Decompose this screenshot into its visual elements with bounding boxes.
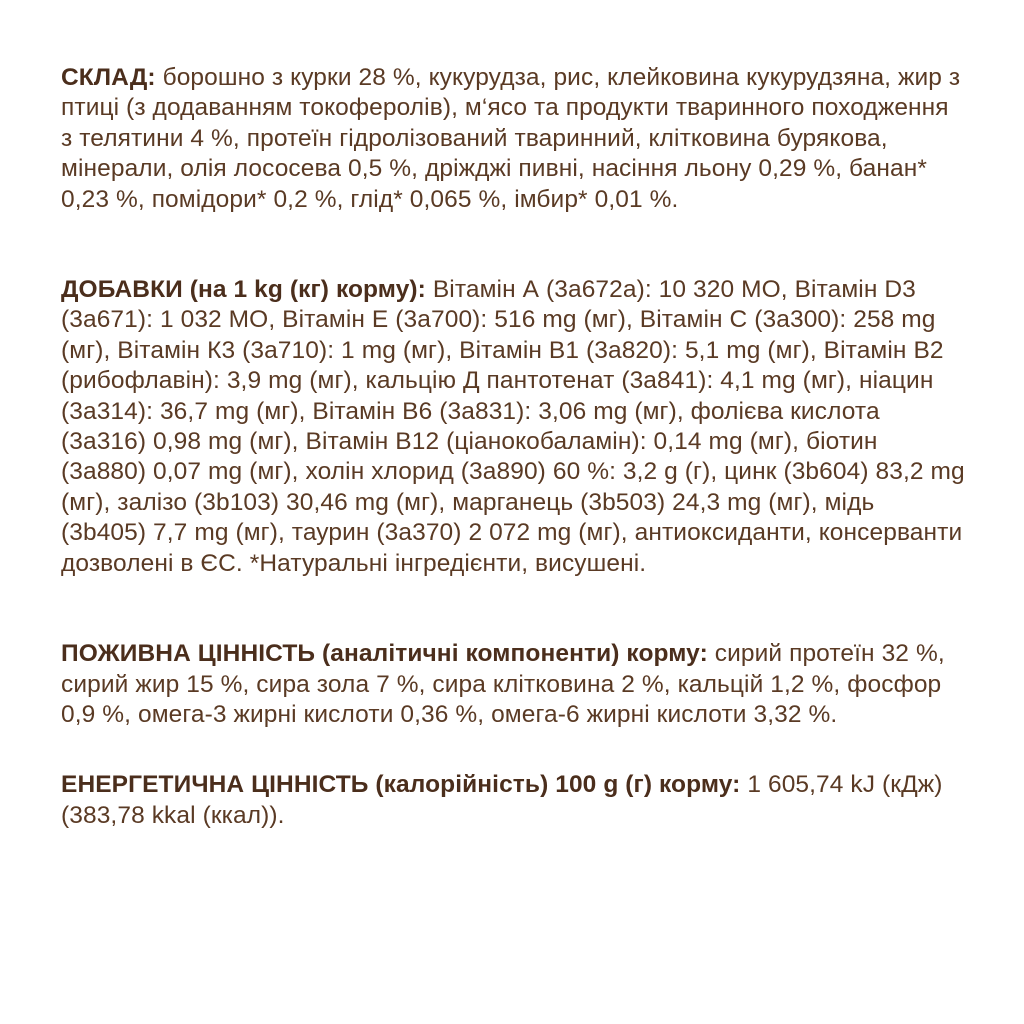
composition-text: борошно з курки 28 %, кукурудза, рис, клейковина кукурудзяна, жир з птиці (з додаванням токоферолів), м‘ясо та продукти тваринного походження з телятини 4 %, протеїн гідролізований тваринний, клітковина бурякова, мінерали, олія лососева 0,5 %, дріжджі пивні, насіння льону 0,29 %, банан* 0,23 %, помідори* 0,2 %, глід* 0,065 %, імбир* 0,01 %. — [61, 64, 961, 213]
nutrition-text: сирий протеїн 32 %, сирий жир 15 %, сира зола 7 %, сира клітковина 2 %, кальцій 1,2 %, фосфор 0,9 %, омега-3 жирні кислоти 0,36 %, омега-6 жирні кислоти 3,32 %. — [61, 640, 945, 728]
composition-heading: СКЛАД: — [61, 64, 156, 91]
energy-heading: ЕНЕРГЕТИЧНА ЦІННІСТЬ (калорійність) 100 g (г) корму: — [61, 771, 741, 799]
ingredients-label — [61, 63, 966, 831]
nutrition-heading: ПОЖИВНА ЦІННІСТЬ (аналітичні компоненти) корму: — [61, 640, 708, 668]
additives-section — [61, 275, 966, 579]
energy-text: 1 605,74 kJ (кДж) (383,78 kkal (ккал)). — [61, 771, 943, 829]
additives-text: Вітамін А (3a672a): 10 320 МО, Вітамін D3 (3a671): 1 032 МО, Вітамін Е (3a700): 516 mg (мг), Вітамін С (3a300): 258 mg (мг), Вітамін К3 (3a710): 1 mg (мг), Вітамін В1 (3a820): 5,1 mg (мг), Вітамін В2 (рибофлавін): 3,9 mg (мг), кальцію Д пантотенат (3a841): 4,1 mg (мг), ніацин (3a314): 36,7 mg (мг), Вітамін В6 (3a831): 3,06 mg (мг), фолієва кислота (3a316) 0,98 mg (мг), Вітамін В12 (ціанокобаламін): 0,14 mg (мг), біотин (3a880) 0,07 mg (мг), холін хлорид (3a890) 60 %: 3,2 g (г), цинк (3b604) 83,2 mg (мг), залізо (3b103) 30,46 mg (мг), марганець (3b503) 24,3 mg (мг), мідь (3b405) 7,7 mg (мг), таурин (3a370) 2 072 mg (мг), антиоксиданти, консерванти дозволені в ЄС. *Натуральні інгредієнти, висушені. — [61, 276, 965, 577]
energy-section — [61, 770, 966, 831]
composition-section — [61, 63, 966, 215]
additives-heading: ДОБАВКИ (на 1 kg (кг) корму): — [61, 276, 426, 304]
nutrition-section — [61, 639, 966, 730]
